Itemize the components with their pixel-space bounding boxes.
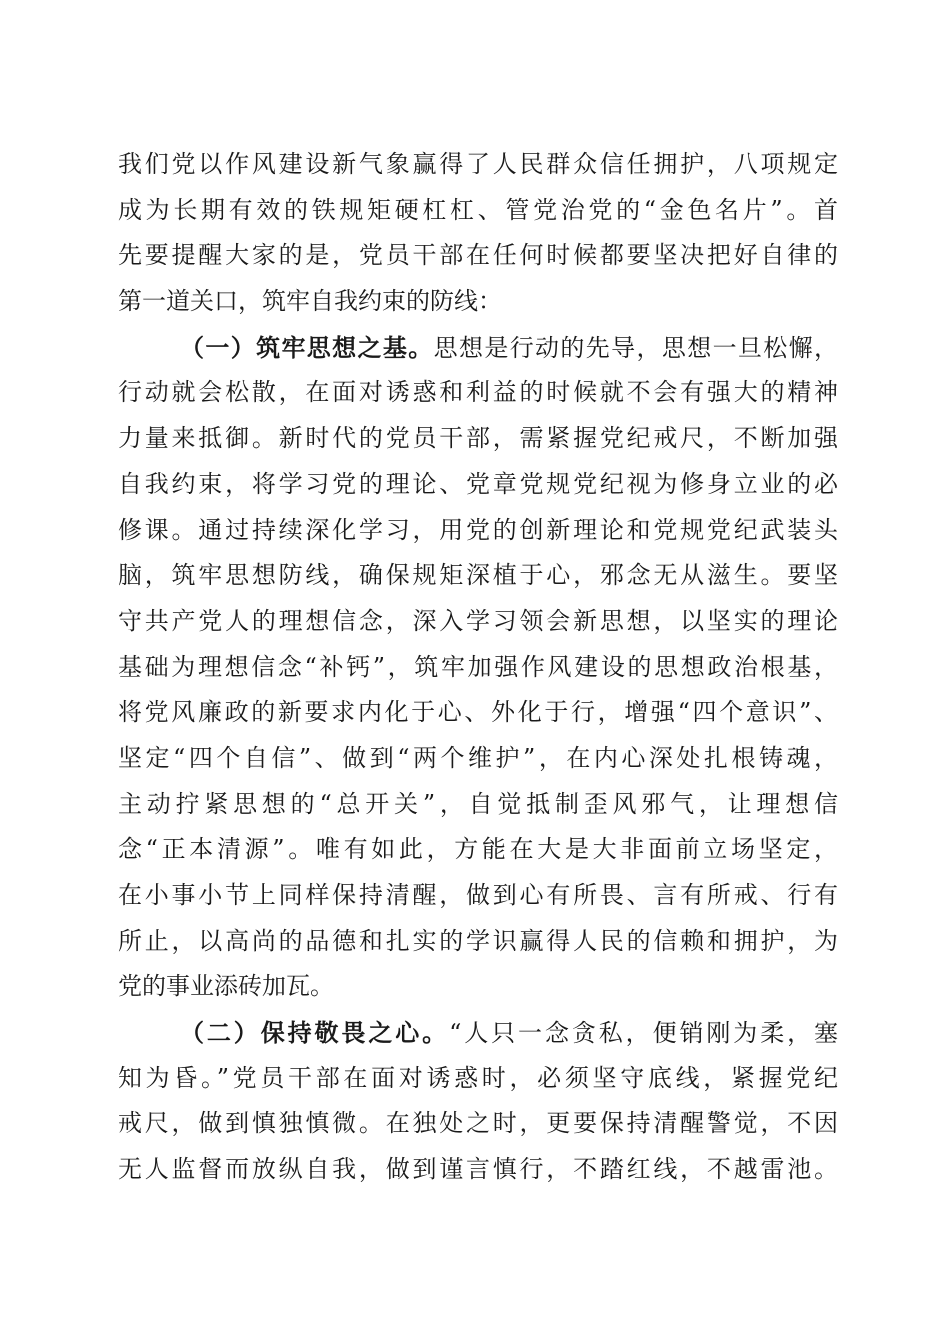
document-body: [118, 142, 838, 1193]
paragraph-intro: [118, 142, 838, 325]
text-run: 思想是行动的先导，思想一旦松懈，: [433, 333, 839, 362]
text-line: 基础为理想信念“补钙”，筑牢加强作风建设的思想政治根基，: [118, 652, 838, 681]
paragraph-section-two: [118, 1010, 838, 1193]
section-heading: （二）保持敬畏之心。: [180, 1018, 450, 1048]
text-line: 守共产党人的理想信念，深入学习领会新思想，以坚实的理论: [118, 606, 838, 635]
text-line: 戒尺，做到慎独慎微。在独处之时，更要保持清醒警觉，不因: [118, 1109, 838, 1138]
text-line: 自我约束，将学习党的理论、党章党规党纪视为修身立业的必: [118, 469, 838, 498]
text-line: 我们党以作风建设新气象赢得了人民群众信任拥护，八项规定: [118, 150, 838, 178]
text-line: 在小事小节上同样保持清醒，做到心有所畏、言有所戒、行有: [118, 881, 838, 909]
text-line: 知为昏。”党员干部在面对诱惑时，必须坚守底线，紧握党纪: [118, 1063, 838, 1092]
text-line: 修课。通过持续深化学习，用党的创新理论和党规党纪武装头: [118, 515, 838, 544]
text-line: 坚定“四个自信”、做到“两个维护”，在内心深处扎根铸魂，: [118, 743, 838, 772]
text-line: 党的事业添砖加瓦。: [118, 972, 334, 1001]
text-line: 念“正本清源”。唯有如此，方能在大是大非面前立场坚定，: [118, 835, 838, 864]
text-line: 第一道关口，筑牢自我约束的防线：: [118, 287, 502, 316]
text-line: 先要提醒大家的是，党员干部在任何时候都要坚决把好自律的: [118, 241, 838, 270]
text-line: 主动拧紧思想的“总开关”，自觉抵制歪风邪气，让理想信: [118, 789, 838, 818]
text-line: 脑，筑牢思想防线，确保规矩深植于心，邪念无从滋生。要坚: [118, 561, 838, 590]
text-line: 力量来抵御。新时代的党员干部，需紧握党纪戒尺，不断加强: [118, 424, 838, 453]
text-line: [118, 325, 838, 371]
section-heading: （一）筑牢思想之基。: [180, 332, 434, 362]
text-line: 将党风廉政的新要求内化于心、外化于行，增强“四个意识”、: [118, 698, 838, 727]
text-line: 成为长期有效的铁规矩硬杠杠、管党治党的“金色名片”。首: [118, 195, 838, 224]
text-line: 所止，以高尚的品德和扎实的学识赢得人民的信赖和拥护，为: [118, 926, 838, 955]
text-run: “人只一念贪私，便销刚为柔，塞: [449, 1019, 839, 1048]
text-line: [118, 1010, 838, 1056]
text-line: 行动就会松散，在面对诱惑和利益的时候就不会有强大的精神: [118, 378, 838, 407]
text-line: 无人监督而放纵自我，做到谨言慎行，不踏红线，不越雷池。: [118, 1155, 838, 1184]
paragraph-section-one: [118, 325, 838, 1010]
